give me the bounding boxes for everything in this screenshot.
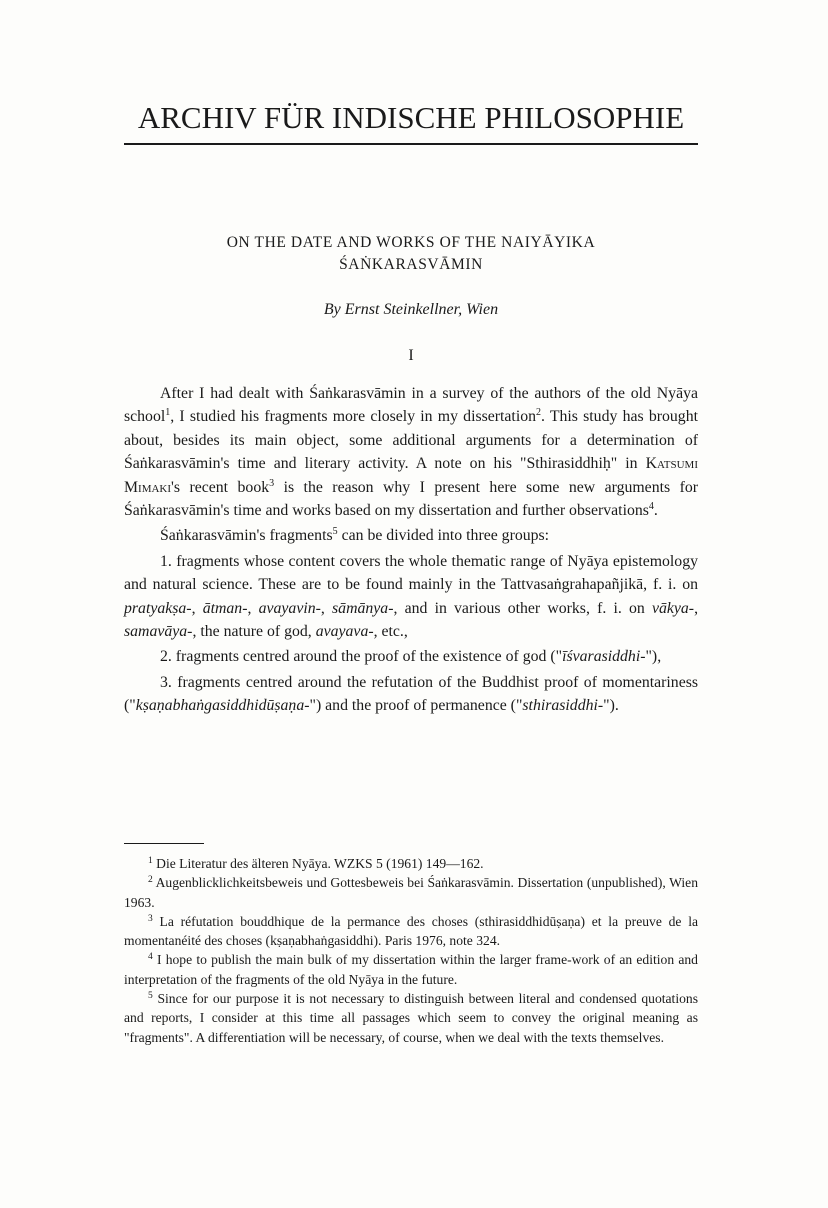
text-run: , and in various other works, f. i. on xyxy=(393,599,652,617)
text-run: , xyxy=(247,599,259,617)
footnote xyxy=(124,854,698,873)
term: samavāya- xyxy=(124,623,193,641)
journal-title: ARCHIV FÜR INDISCHE PHILOSOPHIE xyxy=(137,100,685,135)
footnote xyxy=(124,912,698,951)
footnote-ref-2: 2 xyxy=(536,407,541,419)
text-run: can be divided into three groups: xyxy=(337,527,550,545)
text-run: . This study has brought about, besides its main object, some additional arguments for a determination of Śaṅkarasvāmin's time and literary activity. A note on his "Sthirasiddhiḥ" in xyxy=(124,408,698,473)
text-run: , I studied his fragments more closely in my dissertation xyxy=(170,408,536,426)
term: avayavin- xyxy=(258,599,321,617)
list-item-2 xyxy=(124,645,698,668)
footnotes xyxy=(124,854,698,1047)
term: vākya- xyxy=(651,599,695,617)
footnote-ref-3: 3 xyxy=(269,477,275,489)
text-run: 's recent book xyxy=(171,478,270,496)
article-title-line-2: ŚAṄKARASVĀMIN xyxy=(339,256,483,273)
footnote-text: Augenblicklichkeitsbeweis und Gottesbeweis bei Śaṅkarasvāmin. Dissertation (unpublished), Wien 1963. xyxy=(124,875,698,910)
footnote-rule xyxy=(124,843,204,844)
byline: By Ernst Steinkellner, Wien xyxy=(323,301,499,318)
footnote-number: 2 xyxy=(148,875,153,886)
footnote-ref-4: 4 xyxy=(648,501,654,513)
text-run: 2. fragments centred around the proof of the existence of god (" xyxy=(160,648,563,666)
paragraph-1 xyxy=(124,382,698,522)
article-title xyxy=(124,232,698,276)
footnote xyxy=(124,950,698,989)
term: sthirasiddhi- xyxy=(522,697,604,715)
term: sāmānya- xyxy=(332,599,394,617)
footnote-number: 5 xyxy=(148,991,153,1002)
text-run: "), xyxy=(645,648,662,666)
footnote-text: Die Literatur des älteren Nyāya. WZKS 5 (1961) 149—162. xyxy=(156,856,484,871)
text-run: , xyxy=(320,599,333,617)
author-name: Katsumi Mimaki xyxy=(124,455,698,496)
footnote-number: 3 xyxy=(148,913,153,924)
footnote xyxy=(124,873,698,912)
list-item-1 xyxy=(124,550,698,644)
text-run: , the nature of god, xyxy=(192,623,316,641)
text-run: Śaṅkarasvāmin's fragments xyxy=(160,527,333,545)
term: ātman- xyxy=(202,599,248,617)
footnote-ref-5: 5 xyxy=(332,526,338,538)
article-body xyxy=(124,382,698,720)
section-number: I xyxy=(408,347,414,364)
text-run: After I had dealt with Śaṅkarasvāmin in a survey of the authors of the old Nyāya school xyxy=(124,385,698,426)
term: avayava- xyxy=(315,623,374,641)
list-item-3 xyxy=(124,671,698,718)
footnote-number: 1 xyxy=(148,856,153,866)
text-run: 1. fragments whose content covers the whole thematic range of Nyāya epistemology and natural science. These are to be found mainly in the Tattvasaṅgrahapañjikā, f. i. on xyxy=(124,552,698,594)
footnote-ref-1: 1 xyxy=(165,407,171,419)
text-run: ") and the proof of permanence (" xyxy=(309,697,523,715)
text-run: . xyxy=(653,502,658,520)
paragraph-2 xyxy=(124,524,698,547)
footnote-text: Since for our purpose it is not necessary to distinguish between literal and condensed quotations and reports, I consider at this time all passages which seem to convey the original meaning as "fragments". A differentiation will be necessary, of course, when we deal with the texts themselves. xyxy=(124,991,698,1045)
text-run: , xyxy=(191,599,203,617)
text-run: , xyxy=(694,599,699,617)
text-run: , etc., xyxy=(373,623,408,641)
term: kṣaṇabhaṅgasiddhidūṣaṇa- xyxy=(135,697,310,715)
footnote-text: La réfutation bouddhique de la permance des choses (sthirasiddhidūṣaṇa) et la preuve de la momentanéité des choses (kṣaṇabhaṅgasiddhi). Paris 1976, note 324. xyxy=(124,913,699,949)
footnote-text: I hope to publish the main bulk of my dissertation within the larger frame-work of an edition and interpretation of the fragments of the old Nyāya in the future. xyxy=(124,952,698,987)
term: pratyakṣa- xyxy=(124,599,192,617)
term: īśvarasiddhi- xyxy=(562,648,646,666)
text-run: "). xyxy=(603,697,619,715)
footnote xyxy=(124,989,698,1047)
article-title-line-1: ON THE DATE AND WORKS OF THE NAIYĀYIKA xyxy=(226,234,596,251)
text-run: is the reason why I present here some new arguments for Śaṅkarasvāmin's time and works based on my dissertation and further observations xyxy=(124,478,698,520)
text-run: 3. fragments centred around the refutation of the Buddhist proof of momentariness (" xyxy=(124,673,698,715)
footnote-number: 4 xyxy=(148,952,153,963)
title-rule xyxy=(124,143,698,145)
